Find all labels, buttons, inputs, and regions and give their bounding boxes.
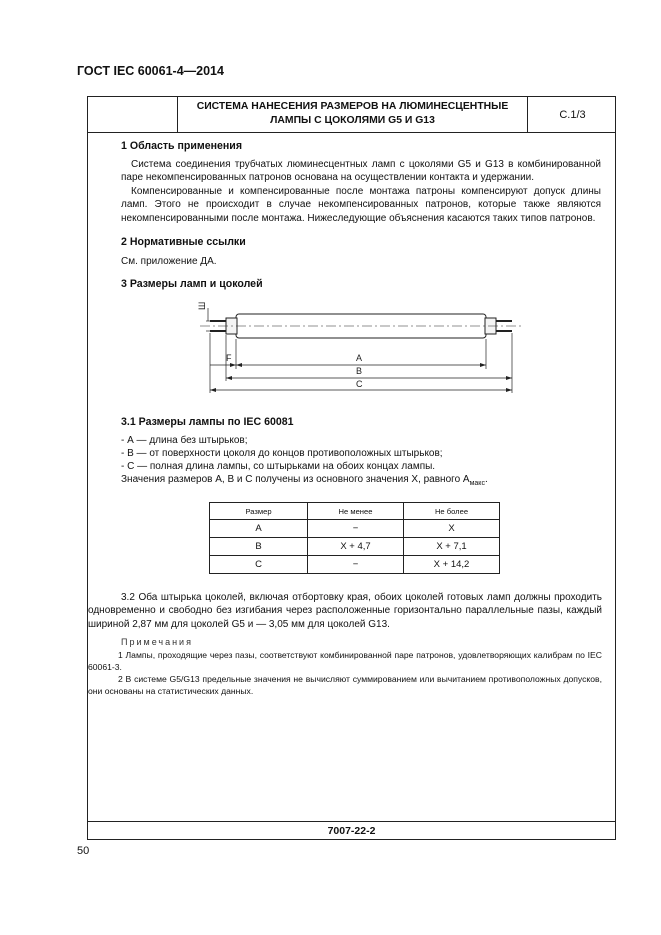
note-2: 2 В системе G5/G13 предельные значения не вычисляют суммированием или вычитанием противоположных допусков, они основаны на статистических данных. [88,674,602,696]
dimension-table [209,502,500,574]
sheet-title-line2: ЛАМПЫ С ЦОКОЛЯМИ G5 И G13 [270,114,435,126]
table-cell: С [210,556,308,574]
sheet-title [178,97,528,132]
sheet-title-line1: СИСТЕМА НАНЕСЕНИЯ РАЗМЕРОВ НА ЛЮМИНЕСЦЕНТНЫЕ [196,101,509,112]
table-cell: X + 14,2 [404,556,500,574]
page-number: 50 [77,845,90,857]
sheet-frame [87,96,616,840]
header-blank-cell [88,97,178,132]
label-b: B [356,366,363,376]
list-item-c: - С — полная длина лампы, со штырьками на обоих концах лампы. [121,461,436,472]
arrow-b-left [226,376,232,380]
table-header-row [210,503,500,520]
list-item-b: - В — от поверхности цоколя до концов противоположных штырьков; [121,448,443,459]
notes-heading: Примечания [121,637,193,647]
table-cell: В [210,538,308,556]
note-1: 1 Лампы, проходящие через пазы, соответствуют комбинированной паре патронов, удовлетворяющих калибрам по IEC 60061-3. [88,650,602,672]
table-row [210,520,500,538]
table-header-cell: Не менее [308,503,404,520]
arrow-c-left [210,388,216,392]
lamp-dimension-diagram [88,293,615,403]
values-summary [121,473,488,490]
table-cell: X + 4,7 [308,538,404,556]
table-cell: X [404,520,500,538]
table-cell: − [308,520,404,538]
section-1-paragraph-2: Компенсированные и компенсированные после монтажа патроны компенсируют допуск длины ламп. Этого не происходит в случае некомпенсированных патронов, которые также являются некомпенсированными после монтажа. Нижеследующие объяснения касаются таких типов патронов. [121,186,601,224]
values-summary-subscript: макс [469,480,485,487]
table-cell: − [308,556,404,574]
arrow-b-right [506,376,512,380]
table-row [210,538,500,556]
label-f: F [226,353,232,363]
sheet-header [88,97,615,133]
label-c: C [356,379,363,389]
section-3-heading: 3 Размеры ламп и цоколей [121,278,263,290]
sheet-footer-code: 7007-22-2 [88,821,615,841]
sheet-code: С.1/3 [559,109,586,121]
values-summary-text: Значения размеров А, В и С получены из основного значения X, равного А [121,474,470,485]
section-3-2-paragraph: 3.2 Оба штырька цоколей, включая отбортовку края, обоих цоколей готовых ламп должны проходить одновременно и свободно без изгибания через расположенные горизонтально параллельные пазы, каждый шириной 2,87 мм для цоколей G5 и — 3,05 мм для цоколей G13. [88,592,602,630]
section-3-1-heading: 3.1 Размеры лампы по IEC 60081 [121,416,294,428]
label-sh: Ш [197,301,207,310]
section-1-paragraph-1: Система соединения трубчатых люминесцентных ламп с цоколями G5 и G13 в комбинированной паре некомпенсированных патронов основана на осуществлении контакта и удержании. [121,159,601,184]
table-row [210,556,500,574]
table-cell: А [210,520,308,538]
standard-number: ГОСТ IEC 60061-4—2014 [77,64,224,78]
arrow-c-right [506,388,512,392]
section-2-paragraph: См. приложение ДА. [121,256,217,267]
arrow-a-right [480,363,486,367]
table-cell: X + 7,1 [404,538,500,556]
values-summary-end: . [484,474,488,485]
table-header-cell: Размер [210,503,308,520]
label-a: A [356,353,363,363]
section-1-heading: 1 Область применения [121,140,243,152]
section-2-heading: 2 Нормативные ссылки [121,236,246,248]
table-header-cell: Не более [404,503,500,520]
list-item-a: - А — длина без штырьков; [121,435,248,446]
arrow-a-left [236,363,242,367]
arrow-f [230,363,236,367]
